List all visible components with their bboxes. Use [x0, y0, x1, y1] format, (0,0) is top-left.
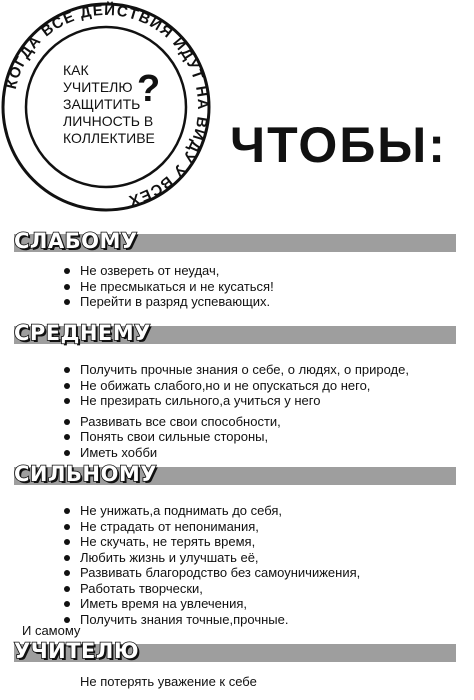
svg-text:ЗАЩИТИТЬ: ЗАЩИТИТЬ	[63, 96, 141, 112]
list-item: Не унижать,а поднимать до себя,	[62, 503, 360, 519]
list-item: Любить жизнь и улучшать её,	[62, 550, 360, 566]
list-item: Перейти в разряд успевающих.	[62, 294, 274, 310]
list-item: Не пресмыкаться и не кусаться!	[62, 279, 274, 295]
svg-text:КАК: КАК	[63, 62, 89, 78]
svg-text:ЛИЧНОСТЬ В: ЛИЧНОСТЬ В	[63, 113, 154, 129]
page-heading: ЧТОБЫ:	[230, 117, 447, 173]
list-item: Не обижать слабого,но и не опускаться до него,	[62, 378, 409, 394]
seal-stamp	[0, 0, 220, 215]
list-strong	[62, 503, 360, 627]
list-item: Не озвереть от неудач,	[62, 263, 274, 279]
section-title-medium: СРЕДНЕМУ	[14, 321, 151, 345]
list-item: Не страдать от непонимания,	[62, 519, 360, 535]
list-item: Развивать все свои способности,	[62, 414, 409, 430]
list-item: Получить прочные знания о себе, о людях, о природе,	[62, 362, 409, 378]
and-self-text: И самому	[22, 623, 81, 638]
svg-text:КОЛЛЕКТИВЕ: КОЛЛЕКТИВЕ	[63, 130, 155, 146]
list-weak	[62, 263, 274, 310]
section-title-weak: СЛАБОМУ	[14, 229, 138, 253]
list-item: Иметь время на увлечения,	[62, 596, 360, 612]
list-medium	[62, 362, 409, 460]
seal-question	[63, 62, 160, 146]
section-title-teacher: УЧИТЕЛЮ	[14, 639, 139, 663]
section-title-strong: СИЛЬНОМУ	[14, 462, 157, 486]
list-item: Работать творчески,	[62, 581, 360, 597]
list-item: Развивать благородство без самоуничижения,	[62, 565, 360, 581]
seal-ring-text: КОГДА ВСЕ ДЕЙСТВИЯ ИДУТ НА ВИДУ У ВСЕХ	[2, 1, 212, 210]
svg-text:УЧИТЕЛЮ: УЧИТЕЛЮ	[63, 79, 133, 95]
list-item: Не презирать сильного,а учиться у него	[62, 393, 409, 409]
list-item: Не скучать, не терять время,	[62, 534, 360, 550]
svg-text:?: ?	[137, 68, 161, 110]
list-item: Иметь хобби	[62, 445, 409, 461]
teacher-line: Не потерять уважение к себе	[80, 674, 257, 689]
list-item: Получить знания точные,прочные.	[62, 612, 360, 628]
list-item: Понять свои сильные стороны,	[62, 429, 409, 445]
